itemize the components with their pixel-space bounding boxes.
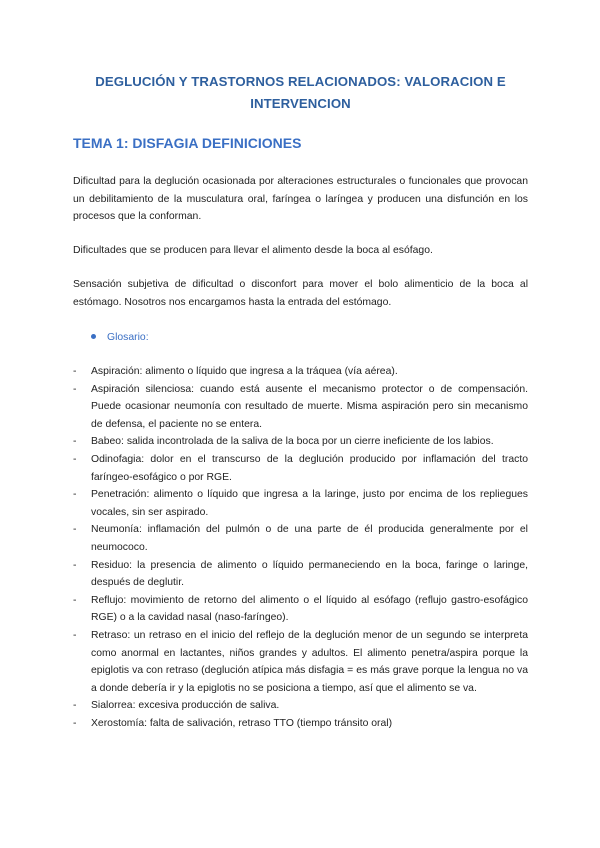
glossary-item: [73, 715, 528, 733]
glossary-item-text: Odinofagia: dolor en el transcurso de la deglución producido por inflamación del tracto faríngeo-esofágico o por RGE.: [91, 453, 528, 483]
glossary-item-text: Xerostomía: falta de salivación, retraso TTO (tiempo tránsito oral): [91, 717, 393, 729]
bullet-dot-icon: [91, 334, 96, 339]
glossary-item-text: Babeo: salida incontrolada de la saliva de la boca por un cierre ineficiente de los labios.: [91, 436, 494, 448]
glossary-item-text: Neumonía: inflamación del pulmón o de una parte de él producida generalmente por el neumococo.: [91, 524, 528, 553]
dash-marker: -: [73, 366, 77, 377]
definition-paragraph-1: Dificultad para la deglución ocasionada por alteraciones estructurales o funcionales que provocan un debilitamiento de la musculatura oral, faríngea o laríngea y producen una disfunción en los procesos que la conforman.: [73, 176, 528, 222]
definition-paragraph-2: Dificultades que se producen para llevar el alimento desde la boca al esófago.: [73, 245, 433, 256]
glossary-item-text: Reflujo: movimiento de retorno del alimento o el líquido al esófago (reflujo gastro-esofágico RGE) o a la cavidad nasal (naso-faríngeo).: [91, 594, 528, 624]
dash-marker: -: [73, 383, 77, 395]
glossary-item: [73, 557, 528, 592]
dash-marker: -: [73, 700, 77, 712]
dash-marker: -: [73, 453, 77, 465]
glossary-item-text: Sialorrea: excesiva producción de saliva.: [91, 700, 280, 712]
document-title: DEGLUCIÓN Y TRASTORNOS RELACIONADOS: VALORACION E INTERVENCION: [95, 74, 506, 111]
glossary-item: [73, 451, 528, 486]
glossary-item: [73, 521, 528, 556]
glossary-item-text: Retraso: un retraso en el inicio del reflejo de la deglución menor de un segundo se interpreta como anormal en lactantes, niños grandes y adultos. El alimento penetra/aspira porque la epiglotis va con retraso (deglución atípica más disfagia = es más grave porque la lengua no va a donde debería ir y la epiglotis no se posiciona a tiempo, así que el alimento se va.: [91, 629, 528, 694]
glossary-item: [73, 627, 528, 697]
glossary-item: [73, 697, 528, 715]
glossary-item: [73, 363, 528, 381]
dash-marker: -: [73, 436, 77, 448]
glossary-item-text: Penetración: alimento o líquido que ingresa a la laringe, justo por encima de los repliegues vocales, sin ser aspirado.: [91, 489, 528, 518]
section-title: TEMA 1: DISFAGIA DEFINICIONES: [73, 135, 302, 151]
dash-marker: -: [73, 489, 77, 501]
definition-paragraph-3: Sensación subjetiva de dificultad o disconfort para mover el bolo alimenticio de la boca al estómago. Nosotros nos encargamos hasta la entrada del estómago.: [73, 279, 528, 308]
glossary-heading-label: Glosario:: [107, 332, 149, 343]
glossary-item: [73, 433, 528, 451]
glossary-heading: [91, 329, 149, 347]
glossary-item: [73, 381, 528, 434]
glossary-item-text: Residuo: la presencia de alimento o líquido permaneciendo en la boca, faringe o laringe, después de deglutir.: [91, 559, 528, 589]
glossary-item-text: Aspiración silenciosa: cuando está ausente el mecanismo protector o de compensación. Puede ocasionar neumonía con resultado de muerte. Misma aspiración pero sin mecanismo de defensa, el paciente no se entera.: [91, 383, 528, 430]
glossary-item: [73, 592, 528, 627]
dash-marker: -: [73, 629, 77, 641]
dash-marker: -: [73, 524, 77, 536]
dash-marker: -: [73, 717, 77, 729]
dash-marker: -: [73, 559, 77, 571]
glossary-list: [73, 363, 528, 732]
glossary-item-text: Aspiración: alimento o líquido que ingresa a la tráquea (vía aérea).: [91, 366, 398, 377]
dash-marker: -: [73, 594, 77, 606]
glossary-item: [73, 486, 528, 521]
